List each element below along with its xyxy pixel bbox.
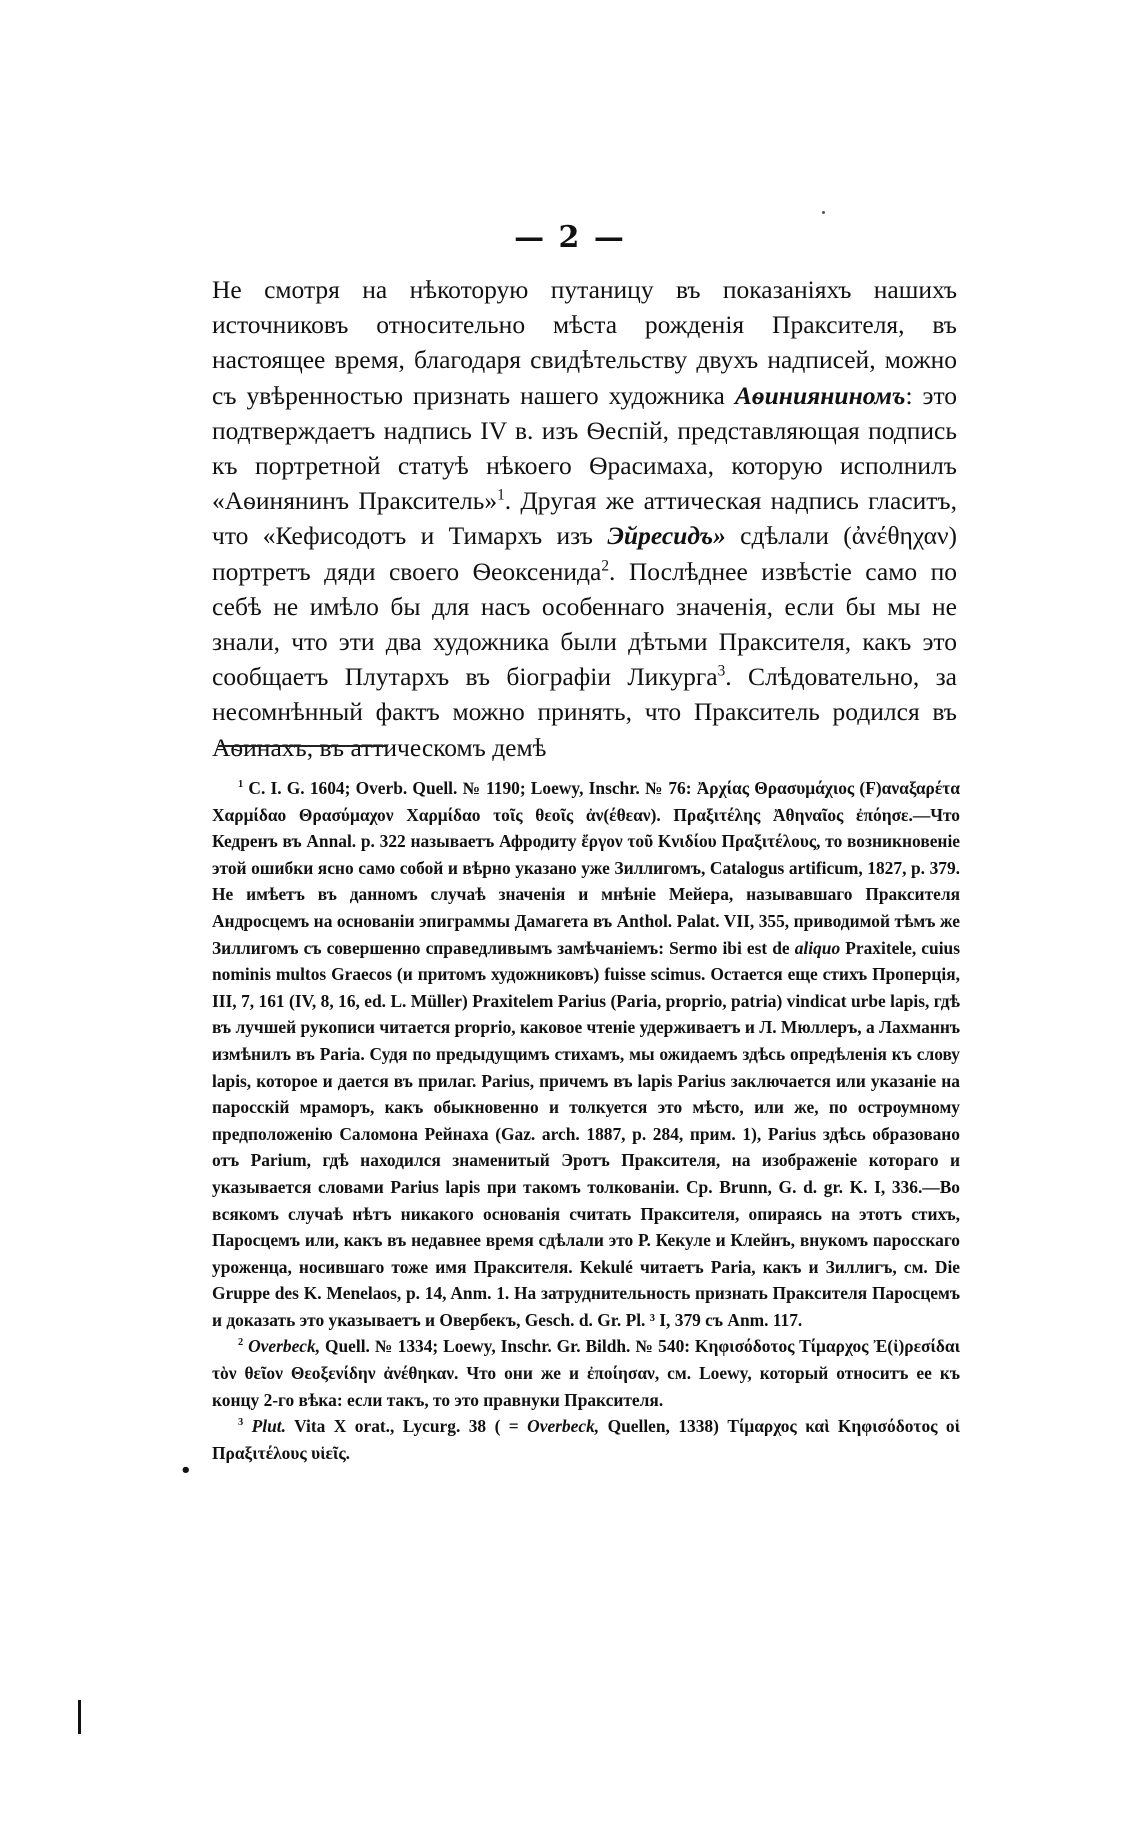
footnote-3-italic: Plut. [251, 1416, 286, 1437]
margin-stroke [78, 1700, 81, 1734]
body-sentence: : это подтверждаетъ надпись IV в. изъ Ѳеспій, представляющая подпись къ портретной статуѣ нѣкоего Ѳрасимаха, которую исполнилъ «Аѳинянинъ Пракситель» [212, 380, 957, 516]
footnote-ref-3: 3 [717, 662, 726, 680]
footnote-mark-1: 1 [238, 779, 244, 791]
footnote-1-text: C. I. G. 1604; Overb. Quell. № 1190; Loewy, Inschr. № 76: Ἀρχίας Θρασυμάχιος (F)αναξαρέτα Χαρμίδαο Θρασύμαχον Χαρμίδαο τοῖς θεοῖς ἀν(έθεαν). Πραξιτέλης Ἀθηναῖος ἐπόησε.—Что Кедренъ въ Annal. p. 322 называетъ Афродиту ἔργον τοῦ Κνιδίου Πραξιτέλους, то возникновеніе этой ошибки ясно само собой и вѣрно указано уже Зиллигомъ, Catalogus artificum, 1827, p. 379. Не имѣетъ въ данномъ случаѣ значенія и мнѣніе Мейера, называвшаго Праксителя Андросцемъ на основаніи эпиграммы Дамагета въ Anthol. Palat. VII, 355, приводимой тѣмъ же Зиллигомъ съ совершенно справедливымъ замѣчаніемъ: Sermo ibi est de [212, 778, 960, 958]
body-sentence: . Другая же аттическая надпись гласитъ, что «Кефисодотъ и Тимархъ изъ [212, 486, 957, 551]
footnote-rule [218, 745, 388, 747]
body-sentence: Не смотря на нѣкоторую путаницу въ показаніяхъ нашихъ источниковъ относительно мѣста рожденія Праксителя, въ настоящее время, благодаря свидѣтельству двухъ надписей, можно съ увѣренностью признать нашего художника [212, 275, 957, 410]
footnote-3 [212, 1413, 960, 1466]
body-text [212, 272, 957, 765]
emphasis-athenian: Аѳинияниномъ [734, 380, 906, 410]
body-sentence: . Слѣдовательно, за несомнѣнный фактъ можно принять, что Пракситель родился въ Аѳинахъ, въ аттическомъ демѣ [212, 662, 957, 762]
body-sentence: . Послѣднее извѣстіе само по себѣ не имѣло бы для насъ особеннаго значенія, если бы мы не знали, что эти два художника были дѣтьми Праксителя, какъ это сообщаетъ Плутархъ въ біографіи Ликурга [212, 556, 957, 692]
footnote-2-text: Quell. № 1334; Loewy, Inschr. Gr. Bildh. № 540: Κηφισόδοτος Τίμαρχος Ἐ(ἰ)ρεσίδαι τὸν θεῖον Θεοξενίδην ἀνέθηκαν. Что они же и ἐποίησαν, см. Loewy, который относитъ ее къ концу 2-го вѣка: если такъ, то это правнуки Праксителя. [212, 1336, 960, 1410]
body-paragraph [212, 272, 957, 765]
page-number: — 2 — [514, 220, 626, 255]
body-sentence: сдѣлали (ἀνέθηχαν) портретъ дяди своего Ѳеоксенида [212, 521, 958, 586]
footnote-1-italic: aliquo [794, 937, 841, 958]
footnote-mark-2: 2 [238, 1337, 244, 1349]
footnotes [212, 775, 960, 1466]
margin-bullet: • [180, 1460, 192, 1481]
footnote-1 [212, 775, 960, 1333]
footnote-ref-2: 2 [601, 557, 610, 575]
stray-dot [822, 211, 825, 214]
footnote-ref-1: 1 [497, 486, 505, 504]
emphasis-eiresidai: Эйресидъ» [607, 521, 726, 551]
footnote-2-italic: Overbeck, [248, 1336, 321, 1357]
footnote-1-text-cont: Praxitele, cuius nominis multos Graecos (и притомъ художниковъ) fuisse scimus. Остается еще стихъ Проперція, III, 7, 161 (IV, 8, 16, ed. L. Müller) Praxitelem Parius (Paria, proprio, patria) vindicat urbe lapis, гдѣ въ лучшей рукописи читается proprio, каковое чтеніе удерживаетъ и Л. Мюллеръ, а Лахманнъ измѣнилъ въ Paria. Судя по предыдущимъ стихамъ, мы ожидаемъ здѣсь опредѣленія къ слову lapis, которое и дается въ прилаг. Parius, причемъ въ lapis Parius заключается или указаніе на паросскій мраморъ, какъ обыкновенно и толкуется это мѣсто, или же, по остроумному предположенію Саломона Рейнаха (Gaz. arch. 1887, p. 284, прим. 1), Parius здѣсь образовано отъ Parium, гдѣ находился знаменитый Эротъ Праксителя, на изображеніе котораго и указывается словами Parius lapis при такомъ толкованіи. Cp. Brunn, G. d. gr. K. I, 336.—Во всякомъ случаѣ нѣтъ никакого основанія считать Праксителя, опираясь на этотъ стихъ, Паросцемъ или, какъ въ недавнее время сдѣлали это Р. Кекуле и Клейнъ, внукомъ паросскаго уроженца, носившаго тоже имя Праксителя. Kekulé читаетъ Paria, какъ и Зиллигъ, см. Die Gruppe des K. Menelaos, p. 14, Anm. 1. На затруднительность признать Праксителя Паросцемъ и доказать это указываетъ и Овербекъ, Gesch. d. Gr. Pl. ³ I, 379 съ Anm. 117. [212, 937, 960, 1330]
footnote-3-italic-2: Overbeck, [527, 1416, 600, 1437]
footnote-mark-3: 3 [238, 1417, 244, 1429]
footnote-3-text: Vita X orat., Lycurg. 38 ( = [294, 1416, 519, 1437]
footnote-3-text-cont: Quellen, 1338) Τίμαρχος καὶ Κηφισόδοτος οἱ Πραξιτέλους υἱεῖς. [212, 1416, 960, 1463]
footnote-2 [212, 1333, 960, 1413]
